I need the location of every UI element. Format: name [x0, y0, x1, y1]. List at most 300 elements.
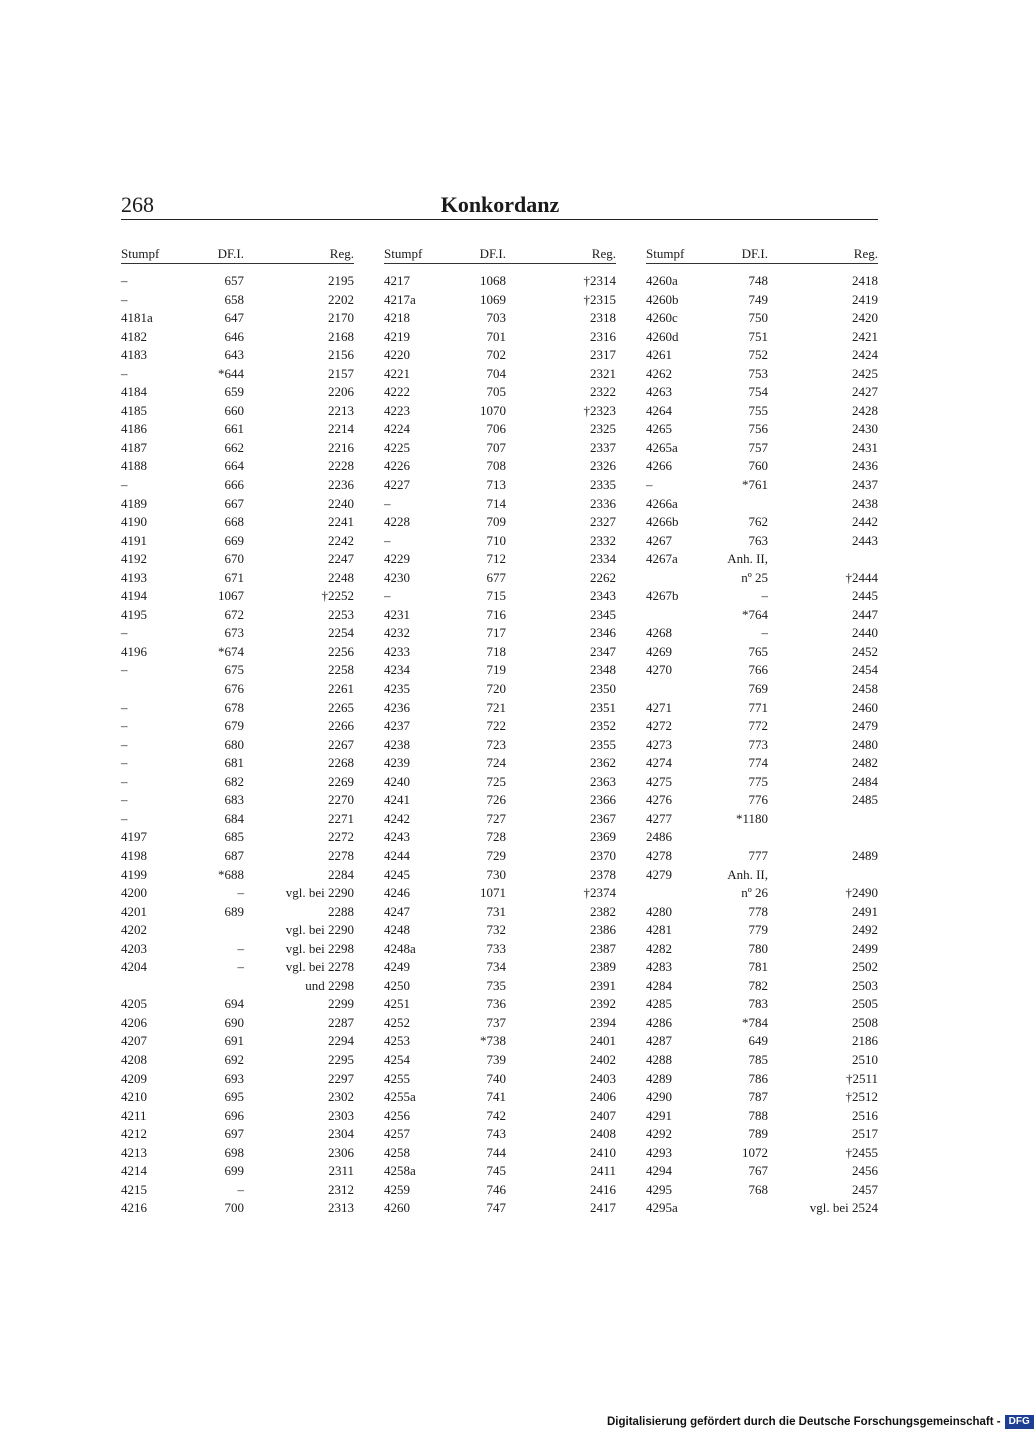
reg-cell: 2288: [328, 903, 354, 919]
stumpf-cell: 4226: [384, 458, 410, 474]
dfi-cell: 755: [748, 402, 768, 418]
reg-cell: 2350: [590, 681, 616, 697]
header-reg: Reg.: [591, 246, 616, 261]
stumpf-cell: 4214: [121, 1163, 147, 1179]
stumpf-cell: 4282: [646, 940, 672, 956]
table-row: [646, 643, 878, 662]
dfi-cell: 765: [748, 643, 768, 659]
stumpf-cell: 4283: [646, 959, 672, 975]
table-row: [384, 773, 616, 792]
dfi-cell: 735: [486, 977, 506, 993]
dfi-cell: 724: [486, 755, 506, 771]
dfi-cell: 767: [748, 1163, 768, 1179]
reg-cell: †2315: [583, 291, 616, 307]
stumpf-cell: 4202: [121, 922, 147, 938]
table-row: [384, 606, 616, 625]
reg-cell: †2511: [845, 1070, 878, 1086]
table-row: [384, 643, 616, 662]
stumpf-cell: 4186: [121, 421, 147, 437]
table-row: [646, 309, 878, 328]
reg-cell: 2427: [852, 384, 878, 400]
stumpf-cell: –: [121, 662, 128, 678]
table-row: [646, 346, 878, 365]
stumpf-cell: 4261: [646, 347, 672, 363]
stumpf-cell: 4248a: [384, 940, 416, 956]
dfi-cell: 773: [748, 736, 768, 752]
dfi-cell: 683: [224, 792, 244, 808]
dfi-cell: 779: [748, 922, 768, 938]
stumpf-cell: –: [121, 291, 128, 307]
table-row: [121, 736, 354, 755]
stumpf-cell: 4252: [384, 1014, 410, 1030]
reg-cell: 2236: [328, 477, 354, 493]
dfi-cell: 787: [748, 1089, 768, 1105]
dfi-cell: 676: [224, 681, 244, 697]
table-row: [384, 903, 616, 922]
reg-cell: 2216: [328, 439, 354, 455]
table-row: [121, 940, 354, 959]
reg-cell: 2438: [852, 495, 878, 511]
reg-cell: und 2298: [305, 977, 354, 993]
reg-cell: 2408: [590, 1126, 616, 1142]
dfi-cell: nº 26: [741, 885, 768, 901]
reg-cell: 2418: [852, 273, 878, 288]
stumpf-cell: 4231: [384, 606, 410, 622]
table-row: [646, 921, 878, 940]
table-row: [121, 495, 354, 514]
table-row: [384, 624, 616, 643]
reg-cell: 2287: [328, 1014, 354, 1030]
stumpf-cell: 4260: [384, 1200, 410, 1216]
dfi-cell: 1068: [480, 273, 506, 288]
dfi-cell: 687: [224, 847, 244, 863]
stumpf-cell: 4182: [121, 328, 147, 344]
reg-cell: 2262: [590, 569, 616, 585]
table-row: [646, 495, 878, 514]
table-row: [384, 828, 616, 847]
stumpf-cell: 4184: [121, 384, 147, 400]
dfi-cell: 657: [224, 273, 244, 288]
dfi-cell: 749: [748, 291, 768, 307]
page-number: 268: [121, 192, 154, 217]
dfi-cell: 740: [486, 1070, 506, 1086]
stumpf-cell: 4257: [384, 1126, 410, 1142]
reg-cell: 2248: [328, 569, 354, 585]
stumpf-cell: 4241: [384, 792, 410, 808]
header-reg: Reg.: [853, 246, 878, 261]
reg-cell: 2299: [328, 996, 354, 1012]
reg-cell: 2402: [590, 1051, 616, 1067]
stumpf-cell: –: [121, 718, 128, 734]
dfi-cell: 692: [224, 1051, 244, 1067]
reg-cell: 2382: [590, 903, 616, 919]
reg-cell: 2362: [590, 755, 616, 771]
reg-cell: 2254: [328, 625, 354, 641]
reg-cell: 2304: [328, 1126, 354, 1142]
reg-cell: 2424: [852, 347, 878, 363]
stumpf-cell: 4284: [646, 977, 672, 993]
reg-cell: 2186: [852, 1033, 878, 1049]
table-row: [121, 1088, 354, 1107]
dfi-cell: 763: [748, 532, 768, 548]
stumpf-cell: 4279: [646, 866, 672, 882]
table-row: [384, 587, 616, 606]
dfi-cell: 700: [224, 1200, 244, 1216]
stumpf-cell: 4181a: [121, 310, 153, 326]
table-row: [646, 532, 878, 551]
table-row: [384, 995, 616, 1014]
table-row: [121, 1032, 354, 1051]
stumpf-cell: 4189: [121, 495, 147, 511]
stumpf-cell: 4194: [121, 588, 147, 604]
table-row: [121, 921, 354, 940]
table-row: [384, 532, 616, 551]
reg-cell: 2436: [852, 458, 878, 474]
reg-cell: 2168: [328, 328, 354, 344]
table-row: [646, 365, 878, 384]
dfi-cell: 785: [748, 1051, 768, 1067]
dfi-cell: 708: [486, 458, 506, 474]
stumpf-cell: 4203: [121, 940, 147, 956]
table-row: [646, 1070, 878, 1089]
reg-cell: 2442: [852, 514, 878, 530]
table-row: [121, 754, 354, 773]
stumpf-cell: 4266a: [646, 495, 678, 511]
table-row: [384, 383, 616, 402]
column-header-rule: [121, 263, 354, 264]
stumpf-cell: –: [121, 792, 128, 808]
table-row: [384, 1032, 616, 1051]
table-row: [646, 1014, 878, 1033]
table-row: [121, 1125, 354, 1144]
table-row: [121, 866, 354, 885]
table-row: [646, 995, 878, 1014]
table-row: [646, 402, 878, 421]
dfi-cell: 662: [224, 439, 244, 455]
dfi-cell: 728: [486, 829, 506, 845]
reg-cell: 2322: [590, 384, 616, 400]
reg-cell: 2312: [328, 1181, 354, 1197]
reg-cell: 2241: [328, 514, 354, 530]
table-row: [121, 420, 354, 439]
table-row: [121, 1181, 354, 1200]
dfi-cell: 737: [486, 1014, 506, 1030]
stumpf-cell: 4267: [646, 532, 672, 548]
stumpf-cell: 4187: [121, 439, 147, 455]
reg-cell: 2417: [590, 1200, 616, 1216]
table-row: [121, 810, 354, 829]
table-row: [121, 791, 354, 810]
reg-cell: 2261: [328, 681, 354, 697]
stumpf-cell: 4266: [646, 458, 672, 474]
dfi-cell: 698: [224, 1144, 244, 1160]
reg-cell: 2403: [590, 1070, 616, 1086]
stumpf-cell: 2486: [646, 829, 672, 845]
dfi-cell: 658: [224, 291, 244, 307]
dfi-cell: 643: [224, 347, 244, 363]
table-row: [646, 420, 878, 439]
dfi-cell: 731: [486, 903, 506, 919]
stumpf-cell: 4249: [384, 959, 410, 975]
dfi-cell: 705: [486, 384, 506, 400]
dfi-cell: 673: [224, 625, 244, 641]
table-row: [384, 661, 616, 680]
reg-cell: 2258: [328, 662, 354, 678]
table-row: [646, 810, 878, 829]
table-row: [646, 550, 878, 569]
reg-cell: 2156: [328, 347, 354, 363]
stumpf-cell: 4236: [384, 699, 410, 715]
reg-cell: vgl. bei 2290: [285, 922, 354, 938]
reg-cell: 2456: [852, 1163, 878, 1179]
column-header-row: [121, 244, 354, 272]
stumpf-cell: 4190: [121, 514, 147, 530]
dfi-cell: 693: [224, 1070, 244, 1086]
reg-cell: 2332: [590, 532, 616, 548]
reg-cell: 2406: [590, 1089, 616, 1105]
table-row: [384, 1107, 616, 1126]
dfi-cell: 722: [486, 718, 506, 734]
dfi-cell: 709: [486, 514, 506, 530]
stumpf-cell: 4191: [121, 532, 147, 548]
dfi-cell: 733: [486, 940, 506, 956]
dfi-cell: 713: [486, 477, 506, 493]
dfi-cell: 677: [486, 569, 506, 585]
stumpf-cell: 4244: [384, 847, 410, 863]
header-reg: Reg.: [329, 246, 354, 261]
dfi-cell: 753: [748, 365, 768, 381]
stumpf-cell: 4251: [384, 996, 410, 1012]
table-row: [121, 717, 354, 736]
table-row: [384, 1181, 616, 1200]
reg-cell: †2444: [845, 569, 878, 585]
dfi-cell: 756: [748, 421, 768, 437]
table-row: [121, 569, 354, 588]
reg-cell: 2428: [852, 402, 878, 418]
table-row: [121, 661, 354, 680]
reg-cell: 2458: [852, 681, 878, 697]
dfi-cell: 743: [486, 1126, 506, 1142]
stumpf-cell: –: [384, 588, 391, 604]
stumpf-cell: 4213: [121, 1144, 147, 1160]
column-header-rule: [646, 263, 878, 264]
table-row: [646, 1199, 878, 1218]
stumpf-cell: 4205: [121, 996, 147, 1012]
table-row: [646, 1181, 878, 1200]
header-stumpf: Stumpf: [121, 246, 160, 261]
stumpf-cell: 4295: [646, 1181, 672, 1197]
reg-cell: 2271: [328, 810, 354, 826]
reg-cell: 2370: [590, 847, 616, 863]
dfi-cell: –: [237, 885, 244, 901]
table-row: [384, 346, 616, 365]
table-row: [121, 346, 354, 365]
reg-cell: 2482: [852, 755, 878, 771]
table-row: [646, 661, 878, 680]
dfi-cell: 1070: [480, 402, 506, 418]
reg-cell: 2492: [852, 922, 878, 938]
dfi-cell: *644: [218, 365, 244, 381]
stumpf-cell: 4237: [384, 718, 410, 734]
reg-cell: 2345: [590, 606, 616, 622]
reg-cell: 2517: [852, 1126, 878, 1142]
reg-cell: 2302: [328, 1089, 354, 1105]
dfi-cell: 667: [224, 495, 244, 511]
stumpf-cell: 4215: [121, 1181, 147, 1197]
dfi-cell: 714: [486, 495, 506, 511]
table-row: [121, 1051, 354, 1070]
dfi-cell: 752: [748, 347, 768, 363]
dfi-cell: 730: [486, 866, 506, 882]
dfi-cell: 726: [486, 792, 506, 808]
dfi-cell: 746: [486, 1181, 506, 1197]
table-row: [121, 1014, 354, 1033]
stumpf-cell: 4255: [384, 1070, 410, 1086]
table-row: [646, 1144, 878, 1163]
stumpf-cell: 4227: [384, 477, 410, 493]
reg-cell: 2272: [328, 829, 354, 845]
page-title: Konkordanz: [440, 192, 560, 217]
table-row: [121, 328, 354, 347]
stumpf-cell: 4217a: [384, 291, 416, 307]
dfi-cell: –: [237, 1181, 244, 1197]
reg-cell: 2419: [852, 291, 878, 307]
dfg-logo-icon: DFG: [1005, 1415, 1034, 1429]
stumpf-cell: 4220: [384, 347, 410, 363]
dfi-cell: 706: [486, 421, 506, 437]
reg-cell: 2454: [852, 662, 878, 678]
stumpf-cell: 4265a: [646, 439, 678, 455]
dfi-cell: 668: [224, 514, 244, 530]
stumpf-cell: 4295a: [646, 1200, 678, 1216]
dfi-cell: –: [237, 940, 244, 956]
table-row: [121, 1144, 354, 1163]
stumpf-cell: 4248: [384, 922, 410, 938]
table-row: [121, 532, 354, 551]
table-row: [121, 606, 354, 625]
table-row: [646, 457, 878, 476]
table-row: [646, 569, 878, 588]
stumpf-cell: 4217: [384, 273, 410, 288]
stumpf-cell: –: [121, 625, 128, 641]
stumpf-cell: 4250: [384, 977, 410, 993]
table-row: [121, 643, 354, 662]
reg-cell: †2490: [845, 885, 878, 901]
reg-cell: 2306: [328, 1144, 354, 1160]
stumpf-cell: 4267a: [646, 551, 678, 567]
reg-cell: 2502: [852, 959, 878, 975]
table-row: [121, 958, 354, 977]
table-row: [646, 884, 878, 903]
reg-cell: 2392: [590, 996, 616, 1012]
concordance-column-2: [384, 244, 616, 1218]
table-row: [121, 1070, 354, 1089]
header-dfi: DF.I.: [217, 246, 244, 261]
dfi-cell: 742: [486, 1107, 506, 1123]
table-row: [384, 550, 616, 569]
concordance-column-3: [646, 244, 878, 1218]
reg-cell: 2325: [590, 421, 616, 437]
table-row: [121, 1199, 354, 1218]
dfi-cell: 670: [224, 551, 244, 567]
header-dfi: DF.I.: [741, 246, 768, 261]
reg-cell: 2334: [590, 551, 616, 567]
reg-cell: †2374: [583, 885, 616, 901]
table-row: [121, 624, 354, 643]
dfi-cell: 660: [224, 402, 244, 418]
reg-cell: 2348: [590, 662, 616, 678]
dfi-cell: 780: [748, 940, 768, 956]
dfi-cell: nº 25: [741, 569, 768, 585]
stumpf-cell: 4185: [121, 402, 147, 418]
table-row: [646, 606, 878, 625]
table-row: [121, 383, 354, 402]
dfi-cell: Anh. II,: [727, 866, 768, 882]
stumpf-cell: 4273: [646, 736, 672, 752]
column-header-row: [646, 244, 878, 272]
table-row: [384, 1162, 616, 1181]
table-row: [121, 291, 354, 310]
dfi-cell: 778: [748, 903, 768, 919]
dfi-cell: *761: [742, 477, 768, 493]
dfi-cell: 691: [224, 1033, 244, 1049]
stumpf-cell: 4290: [646, 1089, 672, 1105]
table-row: [646, 940, 878, 959]
stumpf-cell: 4242: [384, 810, 410, 826]
stumpf-cell: 4209: [121, 1070, 147, 1086]
dfi-cell: 669: [224, 532, 244, 548]
reg-cell: 2253: [328, 606, 354, 622]
reg-cell: 2508: [852, 1014, 878, 1030]
stumpf-cell: 4266b: [646, 514, 679, 530]
dfi-cell: 775: [748, 773, 768, 789]
reg-cell: 2460: [852, 699, 878, 715]
stumpf-cell: 4291: [646, 1107, 672, 1123]
stumpf-cell: 4234: [384, 662, 410, 678]
table-row: [646, 476, 878, 495]
reg-cell: 2484: [852, 773, 878, 789]
dfi-cell: 748: [748, 273, 768, 288]
table-row: [121, 587, 354, 606]
stumpf-cell: 4212: [121, 1126, 147, 1142]
dfi-cell: 672: [224, 606, 244, 622]
reg-cell: 2202: [328, 291, 354, 307]
stumpf-cell: 4260b: [646, 291, 679, 307]
dfi-cell: 715: [486, 588, 506, 604]
table-row: [384, 717, 616, 736]
table-row: [646, 773, 878, 792]
stumpf-cell: 4287: [646, 1033, 672, 1049]
reg-cell: 2206: [328, 384, 354, 400]
reg-cell: 2269: [328, 773, 354, 789]
stumpf-cell: –: [646, 477, 653, 493]
stumpf-cell: 4280: [646, 903, 672, 919]
reg-cell: 2284: [328, 866, 354, 882]
reg-cell: 2355: [590, 736, 616, 752]
concordance-column-1: [121, 244, 354, 1218]
stumpf-cell: 4281: [646, 922, 672, 938]
header-stumpf: Stumpf: [384, 246, 423, 261]
dfi-cell: 707: [486, 439, 506, 455]
dfi-cell: 671: [224, 569, 244, 585]
stumpf-cell: 4206: [121, 1014, 147, 1030]
dfi-cell: 739: [486, 1051, 506, 1067]
dfi-cell: *1180: [735, 810, 768, 826]
dfi-cell: 720: [486, 681, 506, 697]
table-row: [384, 884, 616, 903]
stumpf-cell: 4262: [646, 365, 672, 381]
dfi-cell: 694: [224, 996, 244, 1012]
